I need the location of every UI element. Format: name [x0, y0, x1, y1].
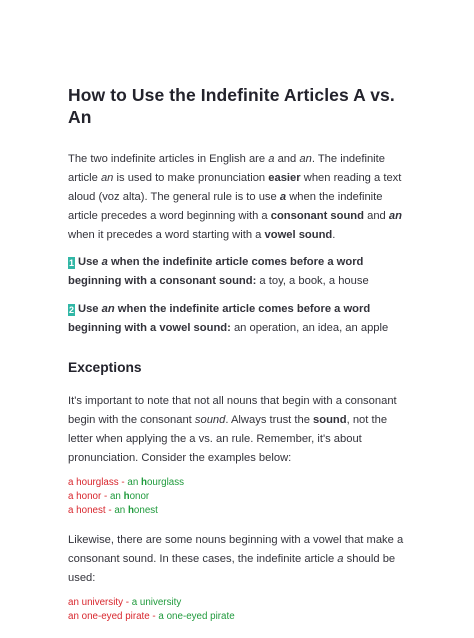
emphasis: a	[268, 153, 275, 165]
text: is used to make pronunciation	[113, 172, 269, 184]
incorrect-form: an one-eyed pirate	[68, 611, 150, 623]
number-badge-1: 1	[68, 258, 74, 268]
incorrect-form: a honor	[68, 490, 102, 502]
emphasis: a	[279, 191, 287, 203]
correct-form	[127, 477, 184, 488]
correct-form: a one-eyed pirate	[158, 611, 235, 623]
rule-1	[68, 253, 414, 291]
text: a toy, a book, a house	[256, 275, 369, 287]
text: It's important to note that not all nouns that begin with a consonant begin with the consonant	[68, 395, 397, 426]
emphasis: a	[337, 553, 344, 566]
separator: -	[105, 504, 115, 516]
text: when it precedes a word starting with a	[68, 229, 265, 241]
separator: -	[149, 611, 159, 623]
emphasis: an	[388, 210, 402, 222]
list-item	[68, 504, 414, 518]
text: and	[274, 153, 300, 165]
text: Likewise, there are some nouns beginning with a vowel that make a consonant sound. In these cases, the indefinite article	[68, 534, 404, 566]
incorrect-form: a honest	[68, 504, 106, 516]
text: when the indefinite article comes before a word beginning with a vowel sound:	[68, 303, 371, 334]
correct-form	[110, 491, 149, 502]
emphasis: sound	[194, 414, 226, 426]
text: .	[332, 229, 336, 241]
text: an operation, an idea, an apple	[230, 322, 389, 334]
example-list-h	[68, 476, 414, 517]
separator: -	[123, 597, 132, 609]
separator: -	[101, 490, 110, 502]
article-body	[68, 84, 414, 638]
text: Use	[78, 256, 102, 268]
text: an	[114, 504, 128, 516]
emphasis: an	[101, 303, 115, 315]
list-item	[68, 596, 414, 610]
highlight-letter: h	[127, 504, 134, 516]
number-badge-2: 2	[68, 305, 74, 315]
page-title: How to Use the Indefinite Articles A vs. An	[68, 85, 395, 127]
list-item	[68, 490, 414, 504]
bold-text: sound	[313, 414, 347, 426]
text: ourglass	[146, 477, 185, 488]
text: an	[109, 490, 124, 502]
incorrect-form: an university	[68, 597, 123, 609]
highlight-letter: h	[123, 490, 130, 502]
text: when the indefinite article precedes a word beginning with a	[68, 191, 383, 222]
text: when reading a text aloud (voz alta). The general rule is to use	[68, 172, 402, 203]
text: The two indefinite articles in English are	[68, 153, 269, 165]
emphasis: an	[100, 172, 114, 184]
text: onor	[129, 490, 150, 502]
text: when the indefinite article comes before a word beginning with a consonant sound:	[68, 256, 364, 287]
text: . Always trust the	[225, 414, 314, 426]
text: onest	[133, 504, 158, 516]
exceptions-heading: Exceptions	[68, 360, 142, 375]
text: an	[127, 477, 141, 488]
incorrect-form: a hourglass	[68, 477, 119, 488]
text: , not the letter when applying the a vs. an rule. Remember, it's about pronunciation. Consider the examples below:	[68, 414, 388, 464]
list-item	[68, 476, 414, 490]
exceptions-paragraph-2	[68, 531, 414, 588]
text: Use	[78, 303, 102, 315]
emphasis: an	[299, 153, 312, 165]
text: . The indefinite article	[68, 153, 385, 184]
intro-paragraph	[68, 150, 414, 245]
separator: -	[118, 477, 128, 488]
text: should be used:	[68, 553, 396, 585]
rule-2	[68, 300, 414, 338]
correct-form: a university	[131, 597, 182, 609]
correct-form	[114, 505, 158, 516]
highlight-letter: h	[141, 477, 147, 488]
bold-text: consonant sound	[270, 210, 364, 222]
bold-text: easier	[268, 172, 301, 184]
example-list-vowel	[68, 596, 414, 624]
list-item	[68, 610, 414, 624]
bold-text: vowel sound	[264, 229, 333, 241]
emphasis: a	[101, 256, 108, 268]
exceptions-paragraph-1	[68, 392, 414, 468]
text: and	[363, 210, 389, 222]
